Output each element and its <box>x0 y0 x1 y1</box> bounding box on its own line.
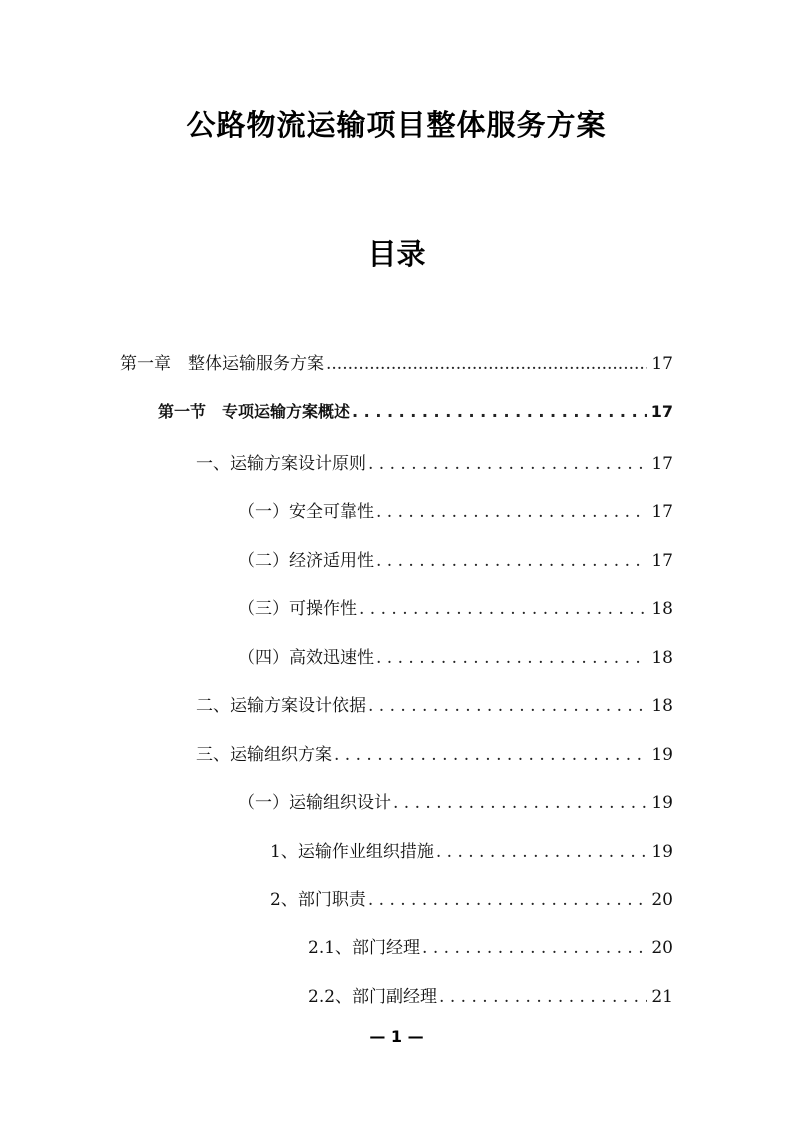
toc-entry[interactable] <box>196 740 673 766</box>
toc-entry[interactable] <box>238 594 673 620</box>
toc-entry[interactable] <box>238 546 673 572</box>
toc-entry-page: 17 <box>651 454 673 474</box>
toc-entry[interactable] <box>308 933 673 959</box>
toc-entry[interactable] <box>196 449 673 475</box>
toc-entry[interactable] <box>158 399 673 425</box>
toc-entry[interactable] <box>238 643 673 669</box>
toc-heading: 目录 <box>367 237 426 271</box>
toc-entry-page: 21 <box>651 987 673 1007</box>
document-title: 公路物流运输项目整体服务方案 <box>186 108 607 142</box>
toc-leader-dots <box>422 938 647 958</box>
toc-entry-page: 18 <box>651 648 673 668</box>
toc-leader-dots <box>376 551 647 571</box>
toc-entry[interactable] <box>120 349 673 375</box>
toc-entry-label: 1、运输作业组织措施 <box>270 842 434 862</box>
toc-entry-page: 17 <box>651 551 673 571</box>
toc-leader-dots <box>376 502 647 522</box>
toc-leader-dots <box>334 745 647 765</box>
toc-entry[interactable] <box>270 837 673 863</box>
toc-entry-page: 20 <box>651 890 673 910</box>
toc-leader-dots <box>352 402 647 421</box>
toc-entry[interactable] <box>308 982 673 1008</box>
toc-leader-dots <box>368 454 647 474</box>
toc-leader-dots <box>393 793 647 813</box>
toc-entry-page: 20 <box>651 938 673 958</box>
toc-entry-page: 17 <box>651 502 673 522</box>
toc-leader-dots <box>359 599 647 619</box>
toc-entry[interactable] <box>196 691 673 717</box>
toc-entry-label: （二）经济适用性 <box>238 551 374 571</box>
toc-entry-label: 第一节 专项运输方案概述 <box>158 402 351 421</box>
toc-leader-dots <box>368 696 647 716</box>
toc-entry-label: 二、运输方案设计依据 <box>196 696 366 716</box>
toc-entry[interactable] <box>238 788 673 814</box>
toc-entry-label: （一）运输组织设计 <box>238 793 391 813</box>
toc-entry-page: 18 <box>651 599 673 619</box>
toc-entry-page: 18 <box>651 696 673 716</box>
toc-leader-dots <box>326 354 647 374</box>
toc-entry-label: 第一章 整体运输服务方案 <box>120 354 324 374</box>
toc-entry-page: 19 <box>651 745 673 765</box>
toc-entry-page: 17 <box>650 402 673 421</box>
toc-leader-dots <box>368 890 648 910</box>
toc-entry[interactable] <box>238 497 673 523</box>
toc-entry-label: （一）安全可靠性 <box>238 502 374 522</box>
toc-entry-page: 19 <box>651 793 673 813</box>
toc-entry-label: 2.2、部门副经理 <box>308 987 438 1007</box>
toc-entry-label: （三）可操作性 <box>238 599 357 619</box>
toc-leader-dots <box>376 648 647 668</box>
page-number-footer: — 1 — <box>369 1027 424 1046</box>
toc-entry-label: 一、运输方案设计原则 <box>196 454 366 474</box>
toc-entry-label: 2、部门职责 <box>270 890 366 910</box>
toc-entry-label: （四）高效迅速性 <box>238 648 374 668</box>
toc-entry[interactable] <box>270 885 673 911</box>
toc-leader-dots <box>436 842 648 862</box>
toc-entry-page: 19 <box>651 842 673 862</box>
toc-entry-label: 三、运输组织方案 <box>196 745 332 765</box>
toc-entry-label: 2.1、部门经理 <box>308 938 421 958</box>
toc-leader-dots <box>439 987 647 1007</box>
toc-entry-page: 17 <box>651 354 673 374</box>
